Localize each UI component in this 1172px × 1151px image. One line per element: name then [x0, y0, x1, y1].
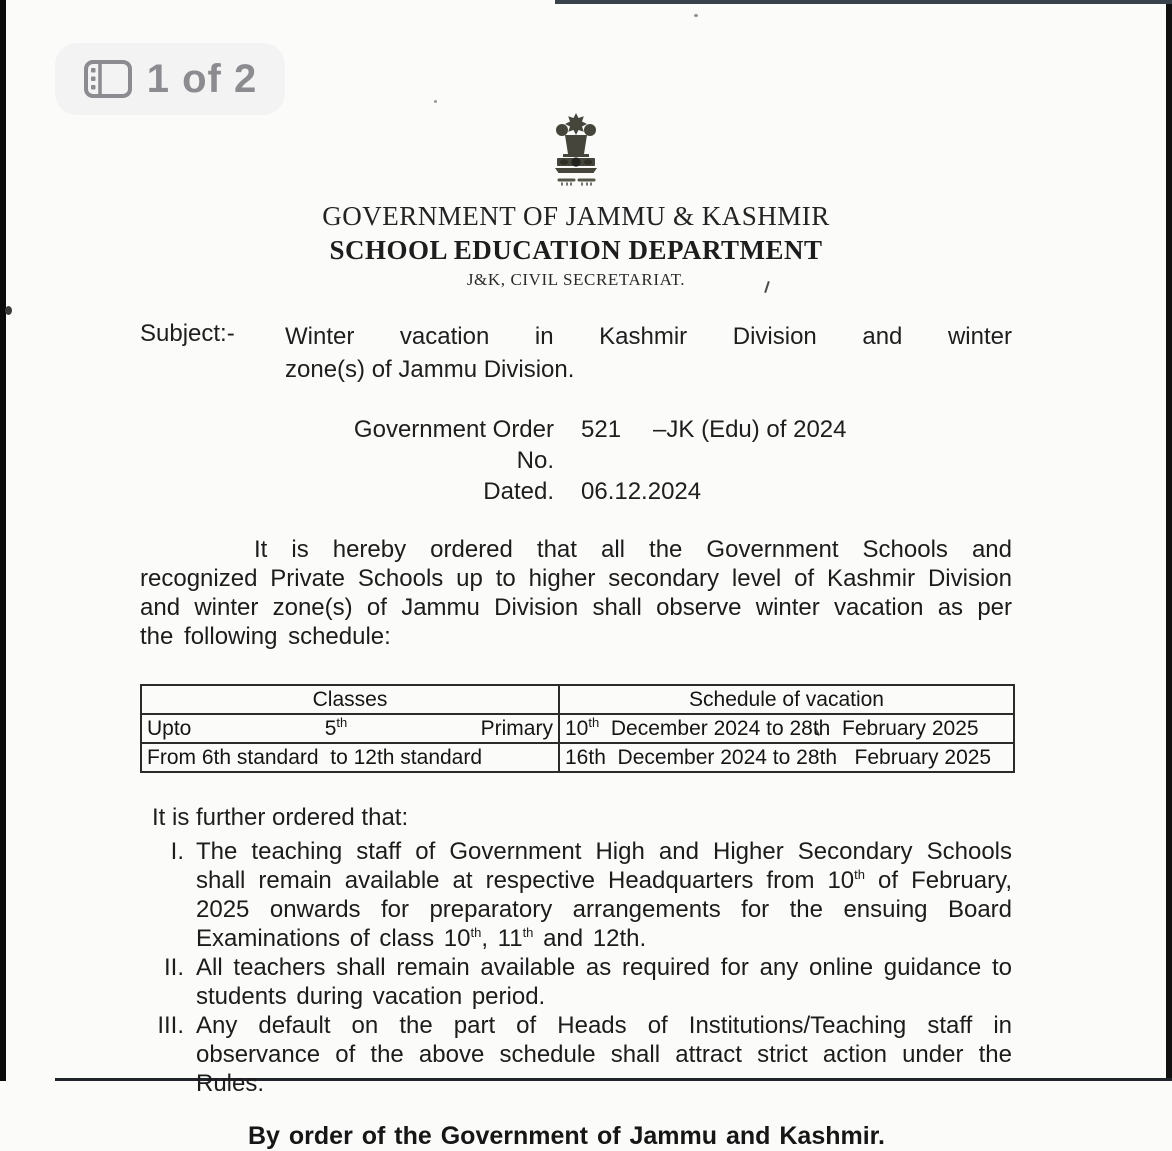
list-marker: III.: [157, 1012, 184, 1039]
list-item-text: Any default on the part of Heads of Institutions/Teaching staff in observance of the above schedule shall attract strict action under the Rules.: [196, 1012, 1012, 1097]
table-header-row: [141, 685, 1014, 714]
schedule-cell-row1: 10th December 2024 to 28th February 2025: [559, 714, 1014, 743]
list-marker: I.: [170, 838, 184, 865]
ordered-items-list: [140, 837, 1012, 1098]
scan-speck: [5, 306, 12, 315]
subject-line-2: zone(s) of Jammu Division.: [285, 356, 575, 383]
list-item-2: [140, 953, 1012, 1011]
order-number-value: 521 –JK (Edu) of 2024: [581, 416, 847, 443]
further-ordered-heading: It is further ordered that:: [152, 804, 409, 831]
table-row: [141, 714, 1014, 743]
letterhead-secretariat-line: J&K, CIVIL SECRETARIAT.: [466, 270, 686, 289]
document-page: [140, 0, 1012, 1151]
scan-edge-right: [1166, 0, 1172, 1081]
ashoka-emblem: [140, 110, 1012, 193]
table-row: [141, 743, 1014, 772]
order-number-label: Government Order No.: [353, 416, 554, 474]
subject-label: Subject:-: [140, 320, 235, 347]
scan-edge-left: [0, 0, 6, 1081]
letterhead-department-line: SCHOOL EDUCATION DEPARTMENT: [329, 235, 823, 265]
letterhead-government-line: GOVERNMENT OF JAMMU & KASHMIR: [322, 201, 830, 231]
list-item-text: All teachers shall remain available as required for any online guidance to students during vacation period.: [196, 954, 1012, 1010]
order-number-block: [312, 414, 1012, 507]
order-date-label: Dated.: [483, 478, 554, 505]
subject-line-1: Winter vacation in Kashmir Division and winter: [285, 323, 1012, 350]
classes-cell-row2: From 6th standard to 12th standard: [141, 743, 559, 772]
classes-cell-row1: Upto 5th Primary: [141, 714, 559, 743]
list-item-text: The teaching staff of Government High and Higher Secondary Schools shall remain available at respective Headquarters from 10th of February, 2025 onwards for preparatory arrangements for the ensuing Board Examinations of class 10th, 11th and 12th.: [196, 838, 1012, 952]
list-item-3: [140, 1011, 1012, 1098]
order-date-value: 06.12.2024: [581, 478, 702, 505]
list-item-1: [140, 837, 1012, 953]
order-body-paragraph: It is hereby ordered that all the Government Schools and recognized Private Schools up to higher secondary level of Kashmir Division and winter zone(s) of Jammu Division shall observe winter vacation as per the following schedule:: [140, 536, 1012, 650]
schedule-cell-row2: 16th December 2024 to 28th February 2025: [559, 743, 1014, 772]
page-thumbnail-sidebar-icon: [83, 59, 133, 99]
classes-header-cell: Classes: [141, 685, 559, 714]
vacation-schedule-table: [140, 684, 1015, 773]
satyameva-jayate-caption: [559, 180, 594, 185]
list-marker: II.: [163, 954, 184, 981]
schedule-header-cell: Schedule of vacation: [559, 685, 1014, 714]
subject-block: [140, 320, 1012, 386]
by-order-line: By order of the Government of Jammu and Kashmir.: [248, 1122, 885, 1150]
page-indicator-label: 1 of 2: [146, 56, 258, 101]
